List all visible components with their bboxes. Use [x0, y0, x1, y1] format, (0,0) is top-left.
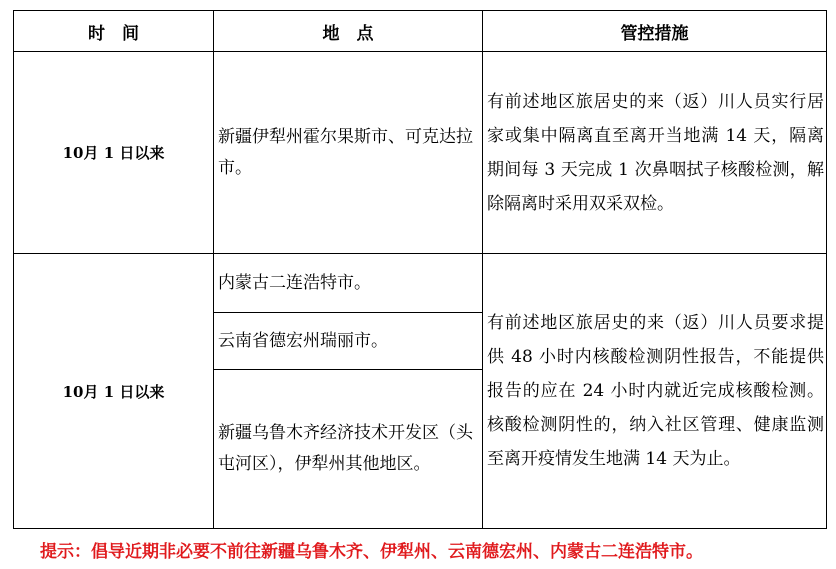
row2-measures: 有前述地区旅居史的来（返）川人员要求提供 48 小时内核酸检测阴性报告，不能提供报告的应在 24 小时内就近完成核酸检测。核酸检测阴性的，纳入社区管理、健康监测至离开疫情发生地满 14 天为止。 [487, 313, 824, 469]
table-border-right [826, 10, 827, 529]
table-border-bottom [13, 528, 827, 529]
header-time: 时 间 [88, 23, 139, 44]
header-measures: 管控措施 [620, 23, 689, 44]
row2-place-1: 内蒙古二连浩特市。 [218, 272, 371, 293]
row1-time: 10月 1 日以来 [62, 144, 165, 162]
travel-advisory-tip: 提示：倡导近期非必要不前往新疆乌鲁木齐、伊犁州、云南德宏州、内蒙古二连浩特市。 [40, 542, 703, 562]
row1-place: 新疆伊犁州霍尔果斯市、可克达拉市。 [218, 126, 473, 178]
header-place: 地 点 [322, 23, 374, 44]
row2-time: 10月 1 日以来 [62, 382, 165, 401]
row2-place-2: 云南省德宏州瑞丽市。 [218, 330, 388, 351]
row1-measures: 有前述地区旅居史的来（返）川人员实行居家或集中隔离直至离开当地满 14 天，隔离期间每 3 天完成 1 次鼻咽拭子核酸检测，解除隔离时采用双采双检。 [487, 91, 824, 214]
row2-place-3: 新疆乌鲁木齐经济技术开发区（头屯河区），伊犁州其他地区。 [218, 423, 473, 474]
